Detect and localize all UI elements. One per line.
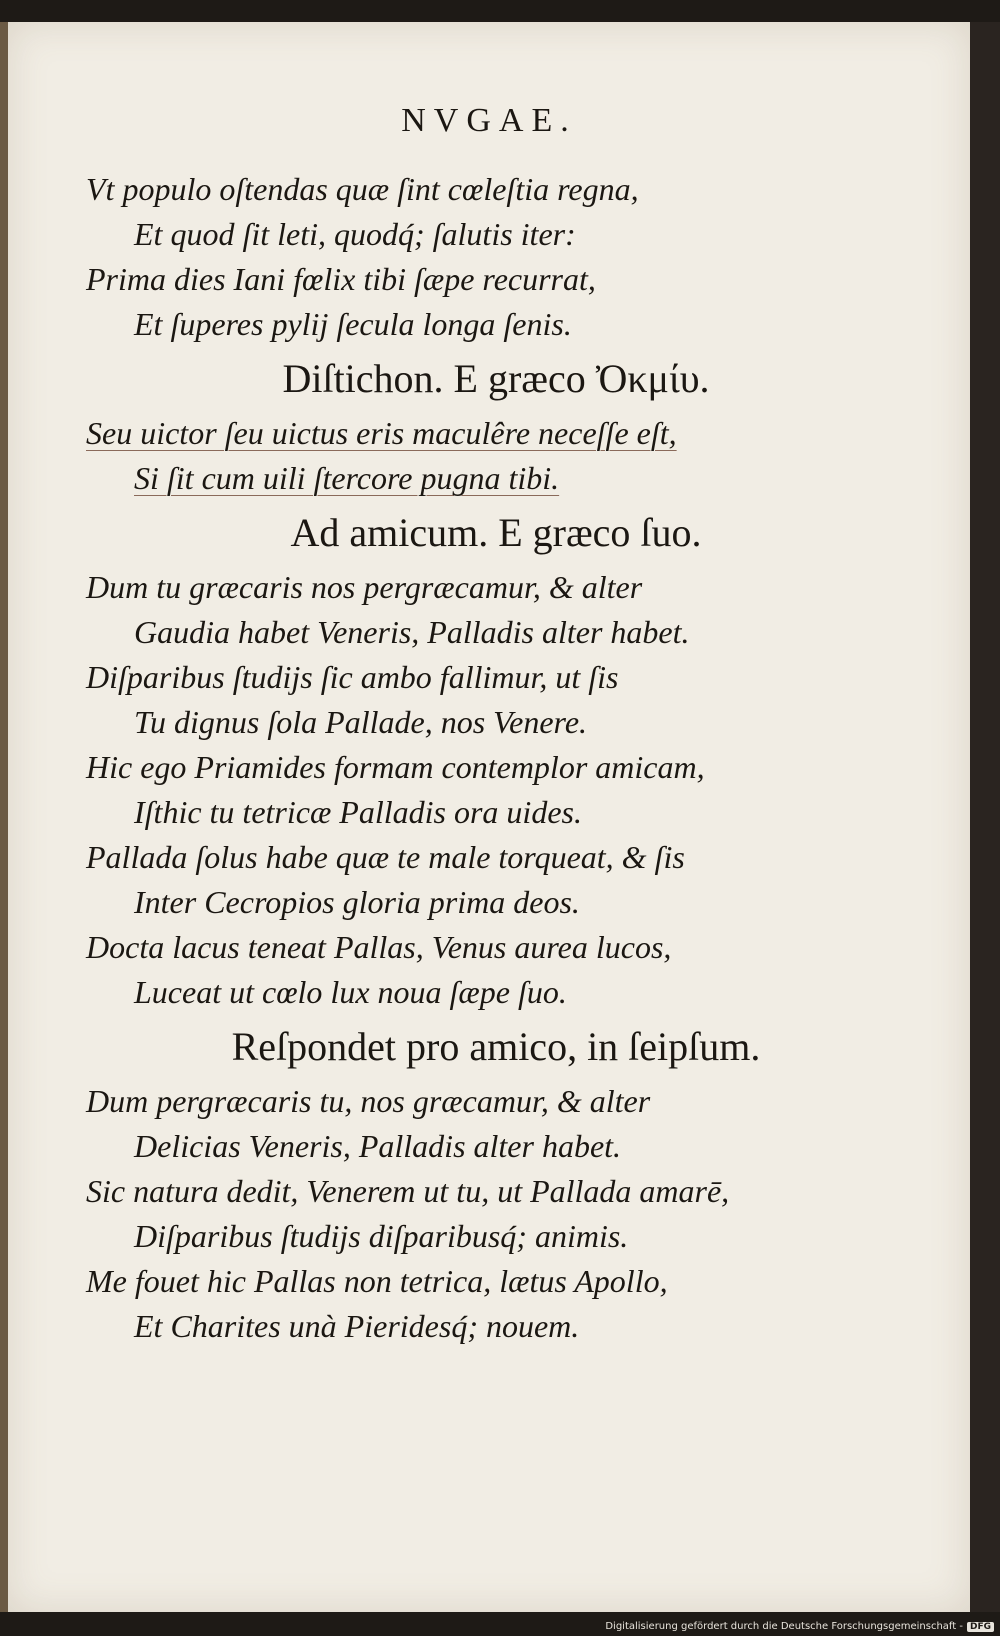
verse-line: Sic natura dedit, Venerem ut tu, ut Pallada amarē, — [86, 1173, 730, 1209]
verse-line: Diſparibus ſtudijs diſparibusq́; animis. — [134, 1218, 629, 1254]
running-head: NVGAE. — [401, 102, 577, 139]
verse-line: Si ſit cum uili ſtercore pugna tibi. — [134, 460, 560, 496]
text-block — [86, 167, 906, 1349]
poem-3 — [86, 565, 906, 1015]
verse-line: Iſthic tu tetricæ Palladis ora uides. — [134, 794, 582, 830]
verse-line: Gaudia habet Veneris, Palladis alter habet. — [134, 614, 690, 650]
verse-line: Inter Cecropios gloria prima deos. — [134, 884, 580, 920]
verse-line: Prima dies Iani fœlix tibi ſæpe recurrat, — [86, 261, 596, 297]
verse-line: Diſparibus ſtudijs ſic ambo fallimur, ut ſis — [86, 659, 619, 695]
footer-text: Digitalisierung gefördert durch die Deutsche Forschungsgemeinschaft - — [605, 1621, 963, 1632]
verse-line: Delicias Veneris, Palladis alter habet. — [134, 1128, 622, 1164]
book-spine-edge — [0, 22, 8, 1612]
verse-line: Et quod ſit leti, quodq́; ſalutis iter: — [134, 216, 576, 252]
verse-line: Dum pergræcaris tu, nos græcamur, & alter — [86, 1083, 651, 1119]
dfg-logo-icon: DFG — [967, 1622, 994, 1632]
book-page — [8, 22, 970, 1612]
verse-line: Et Charites unà Pieridesq́; nouem. — [134, 1308, 580, 1344]
section-heading: Ad amicum. E græco ſuo. — [290, 510, 702, 555]
verse-line: Et ſuperes pylij ſecula longa ſenis. — [134, 306, 572, 342]
verse-line: Luceat ut cœlo lux noua ſæpe ſuo. — [134, 974, 567, 1010]
poem-1 — [86, 167, 906, 347]
poem-2 — [86, 411, 906, 501]
verse-line: Vt populo oſtendas quæ ſint cœleſtia regna, — [86, 171, 639, 207]
verse-line: Dum tu græcaris nos pergræcamur, & alter — [86, 569, 643, 605]
verse-line: Docta lacus teneat Pallas, Venus aurea lucos, — [86, 929, 672, 965]
section-heading: Reſpondet pro amico, in ſeipſum. — [231, 1024, 761, 1069]
section-heading: Diſtichon. E græco Ὀκμίυ. — [282, 356, 710, 401]
verse-line: Tu dignus ſola Pallade, nos Venere. — [134, 704, 588, 740]
page-right-edge — [970, 22, 1000, 1612]
verse-line: Pallada ſolus habe quæ te male torqueat, & ſis — [86, 839, 685, 875]
poem-4 — [86, 1079, 906, 1349]
verse-line: Hic ego Priamides formam contemplor amicam, — [86, 749, 705, 785]
verse-line: Seu uictor ſeu uictus eris maculêre neceſſe eſt, — [86, 415, 677, 451]
digitization-footer — [605, 1621, 994, 1632]
verse-line: Me fouet hic Pallas non tetrica, lætus Apollo, — [86, 1263, 668, 1299]
